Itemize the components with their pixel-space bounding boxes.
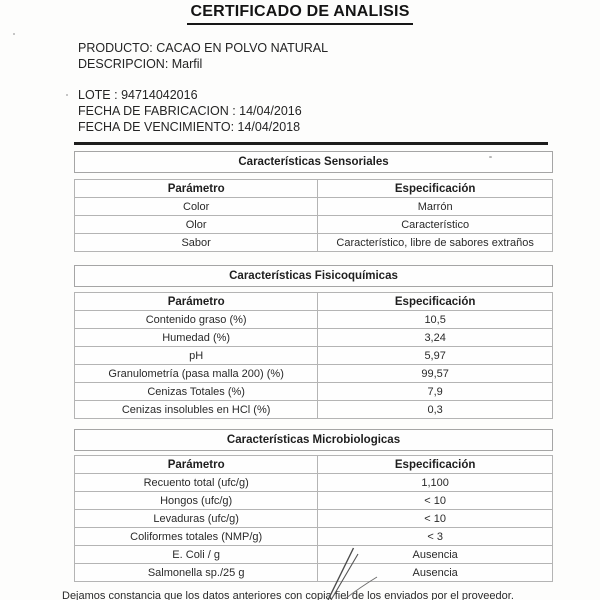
- table-cell: Característico: [318, 216, 553, 234]
- table-cell: < 10: [318, 510, 553, 528]
- table-row: [75, 383, 553, 401]
- descripcion-line: DESCRIPCION: Marfil: [78, 57, 203, 71]
- scan-speck: [489, 156, 492, 158]
- table-cell: 99,57: [318, 365, 553, 383]
- sensoriales-table: [74, 179, 553, 252]
- scan-speck: [66, 94, 68, 96]
- fecha-vencimiento-line: FECHA DE VENCIMIENTO: 14/04/2018: [78, 120, 301, 134]
- fisicoquimicas-table: [74, 292, 553, 419]
- footer-note: Dejamos constancia que los datos anteriores con copia fiel de los enviados por el proveedor.: [62, 590, 514, 600]
- section-header-microbiologicas: [74, 429, 553, 451]
- table-cell: Hongos (ufc/g): [75, 492, 318, 510]
- section-header-sensoriales: [74, 151, 553, 173]
- table-cell: < 10: [318, 492, 553, 510]
- table-cell: Contenido graso (%): [75, 311, 318, 329]
- table-cell: Marrón: [318, 198, 553, 216]
- table-row: [75, 564, 553, 582]
- table-cell: Cenizas insolubles en HCl (%): [75, 401, 318, 419]
- table-cell: 0,3: [318, 401, 553, 419]
- table-cell: Humedad (%): [75, 329, 318, 347]
- column-header-especificacion: Especificación: [318, 456, 553, 474]
- table-cell: 3,24: [318, 329, 553, 347]
- table-header-row: [75, 456, 553, 474]
- fecha-fabricacion-line: FECHA DE FABRICACION : 14/04/2016: [78, 104, 302, 118]
- lote-line: LOTE : 94714042016: [78, 88, 198, 102]
- table-row: [75, 365, 553, 383]
- table-row: [75, 528, 553, 546]
- section-header-fisicoquimicas: [74, 265, 553, 287]
- table-row: [75, 311, 553, 329]
- table-cell: 1,100: [318, 474, 553, 492]
- column-header-especificacion: Especificación: [318, 293, 553, 311]
- table-row: [75, 510, 553, 528]
- table-cell: 10,5: [318, 311, 553, 329]
- table-cell: 5,97: [318, 347, 553, 365]
- column-header-parametro: Parámetro: [75, 293, 318, 311]
- table-header-row: [75, 293, 553, 311]
- table-row: [75, 216, 553, 234]
- table-cell: Ausencia: [318, 546, 553, 564]
- table-row: [75, 401, 553, 419]
- table-cell: Sabor: [75, 234, 318, 252]
- table-cell: pH: [75, 347, 318, 365]
- column-header-parametro: Parámetro: [75, 456, 318, 474]
- section-title: Características Microbiologicas: [226, 434, 401, 446]
- horizontal-rule: [74, 142, 548, 145]
- table-row: [75, 198, 553, 216]
- table-cell: Ausencia: [318, 564, 553, 582]
- section-title: Características Fisicoquímicas: [229, 270, 398, 282]
- table-cell: Recuento total (ufc/g): [75, 474, 318, 492]
- microbiologicas-table: [74, 455, 553, 582]
- table-row: [75, 474, 553, 492]
- table-header-row: [75, 180, 553, 198]
- table-cell: Salmonella sp./25 g: [75, 564, 318, 582]
- table-cell: Coliformes totales (NMP/g): [75, 528, 318, 546]
- table-row: [75, 347, 553, 365]
- table-cell: 7,9: [318, 383, 553, 401]
- table-row: [75, 234, 553, 252]
- table-cell: < 3: [318, 528, 553, 546]
- table-cell: Color: [75, 198, 318, 216]
- title-row: [0, 3, 600, 25]
- table-cell: Olor: [75, 216, 318, 234]
- table-row: [75, 492, 553, 510]
- table-row: [75, 329, 553, 347]
- scan-speck: [13, 33, 15, 35]
- table-cell: E. Coli / g: [75, 546, 318, 564]
- table-cell: Granulometría (pasa malla 200) (%): [75, 365, 318, 383]
- producto-line: PRODUCTO: CACAO EN POLVO NATURAL: [78, 41, 329, 55]
- column-header-parametro: Parámetro: [75, 180, 318, 198]
- column-header-especificacion: Especificación: [318, 180, 553, 198]
- table-cell: Cenizas Totales (%): [75, 383, 318, 401]
- table-cell: Característico, libre de sabores extraños: [318, 234, 553, 252]
- section-title: Características Sensoriales: [238, 156, 389, 168]
- table-row: [75, 546, 553, 564]
- table-cell: Levaduras (ufc/g): [75, 510, 318, 528]
- document-title: CERTIFICADO DE ANALISIS: [187, 3, 412, 25]
